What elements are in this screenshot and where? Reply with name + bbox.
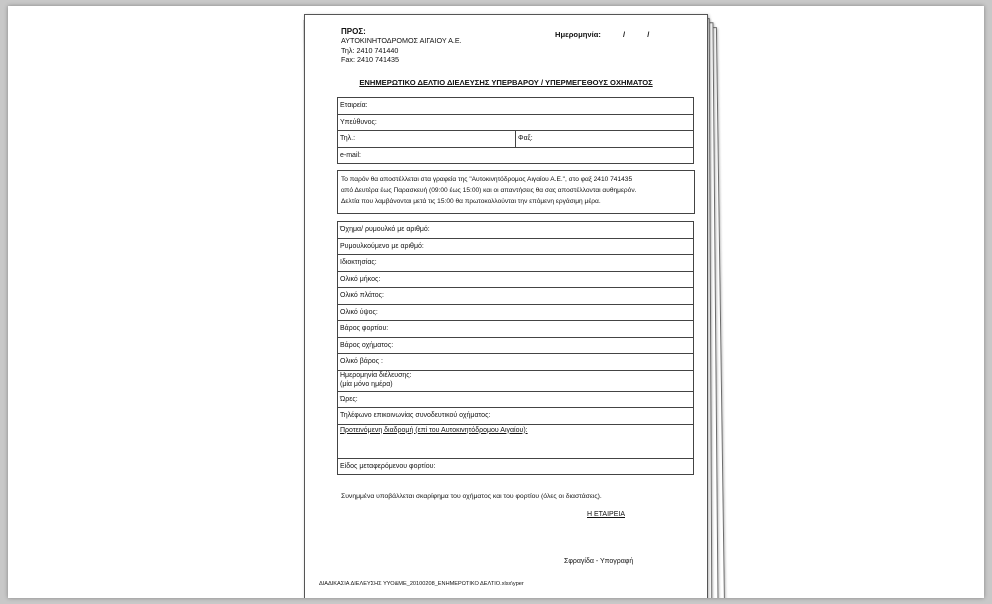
table-row <box>338 304 694 321</box>
table-row <box>338 222 694 239</box>
recipient-phone: Τηλ: 2410 741440 <box>341 45 399 55</box>
date-separator-1: / <box>623 30 626 39</box>
file-path-footer: ΔΙΑΔΙΚΑΣΙΑ ΔΙΕΛΕΥΣΗΣ ΥΥΟ&ΜΕ_20100208_ΕΝΗΜΕΡΩΤΙΚΟ ΔΕΛΤΙΟ.xlsx\yper <box>319 581 524 587</box>
contact-table <box>337 97 694 164</box>
table-row <box>338 391 694 408</box>
passage-date-field <box>338 370 694 391</box>
recipient-fax: Fax: 2410 741435 <box>341 55 399 65</box>
email-field: e-mail: <box>338 147 694 164</box>
vehicle-table <box>337 221 694 475</box>
cargo-weight-field: Βάρος φορτίου: <box>338 321 694 338</box>
length-field: Ολικό μήκος: <box>338 271 694 288</box>
to-label: ΠΡΟΣ: <box>341 27 366 36</box>
cargo-type-field: Είδος μεταφερόμενου φορτίου: <box>338 458 694 475</box>
table-row <box>338 131 694 148</box>
table-row <box>338 288 694 305</box>
fax-field: Φαξ: <box>516 131 694 148</box>
table-row <box>338 354 694 371</box>
date-block <box>555 30 649 39</box>
date-label: Ημερομηνία: <box>555 30 601 39</box>
table-row <box>338 238 694 255</box>
height-field: Ολικό ύψος: <box>338 304 694 321</box>
stamp-signature-label: Σφραγίδα - Υπογραφή <box>564 558 634 565</box>
document-viewer <box>8 6 984 598</box>
notice-line-2: από Δευτέρα έως Παρασκευή (09:00 έως 15:00) και οι απαντήσεις θα σας αποστέλλονται αυθημερόν. <box>341 187 637 194</box>
hours-field: Ώρες: <box>338 391 694 408</box>
table-row <box>338 147 694 164</box>
width-field: Ολικό πλάτος: <box>338 288 694 305</box>
table-row <box>338 370 694 391</box>
escort-phone-field: Τηλέφωνο επικοινωνίας συνοδευτικού οχήματος: <box>338 408 694 425</box>
table-row <box>338 114 694 131</box>
table-row <box>338 255 694 272</box>
passage-date-note: (μία μόνο ημέρα) <box>340 380 393 388</box>
owner-field: Ιδιοκτησίας: <box>338 255 694 272</box>
date-separator-2: / <box>647 30 650 39</box>
passage-date-label: Ημερομηνία διέλευσης: <box>340 372 412 379</box>
notice-box <box>337 170 695 214</box>
table-row <box>338 458 694 475</box>
table-row <box>338 424 694 458</box>
phone-field: Τηλ.: <box>338 131 516 148</box>
trailer-field: Ρυμουλκούμενο με αριθμό: <box>338 238 694 255</box>
table-row <box>338 271 694 288</box>
vehicle-field: Όχημα/ ρυμουλκό με αριθμό: <box>338 222 694 239</box>
vehicle-weight-field: Βάρος οχήματος: <box>338 337 694 354</box>
route-label: Προτεινόμενη διαδρομή (επί του Αυτοκινητόδρομου Αιγαίου): <box>340 426 528 434</box>
company-field: Εταιρεία: <box>338 98 694 115</box>
notice-line-1: Το παρόν θα αποστέλλεται στα γραφεία της "Αυτοκινητόδρομος Αιγαίου Α.Ε.", στο φαξ 2410 741435 <box>341 176 633 183</box>
recipient-block <box>341 27 462 65</box>
attachments-note: Συνημμένα υποβάλλεται σκαρίφημα του οχήματος και του φορτίου (όλες οι διαστάσεις). <box>341 493 602 500</box>
route-field <box>338 424 694 458</box>
responsible-field: Υπεύθυνος: <box>338 114 694 131</box>
notice-line-3: Δελτία που λαμβάνονται μετά τις 15:00 θα πρωτοκολλούνται την επόμενη εργάσιμη μέρα. <box>341 198 601 205</box>
table-row <box>338 321 694 338</box>
company-signature-label: Η ΕΤΑΙΡΕΙΑ <box>587 511 625 518</box>
form-page <box>304 14 708 598</box>
table-row <box>338 408 694 425</box>
recipient-company: ΑΥΤΟΚΙΝΗΤΟΔΡΟΜΟΣ ΑΙΓΑΙΟΥ Α.Ε. <box>341 36 462 46</box>
form-title: ΕΝΗΜΕΡΩΤΙΚΟ ΔΕΛΤΙΟ ΔΙΕΛΕΥΣΗΣ ΥΠΕΡΒΑΡΟΥ / ΥΠΕΡΜΕΓΕΘΟΥΣ ΟΧΗΜΑΤΟΣ <box>359 78 653 87</box>
table-row <box>338 98 694 115</box>
total-weight-field: Ολικό βάρος : <box>338 354 694 371</box>
table-row <box>338 337 694 354</box>
